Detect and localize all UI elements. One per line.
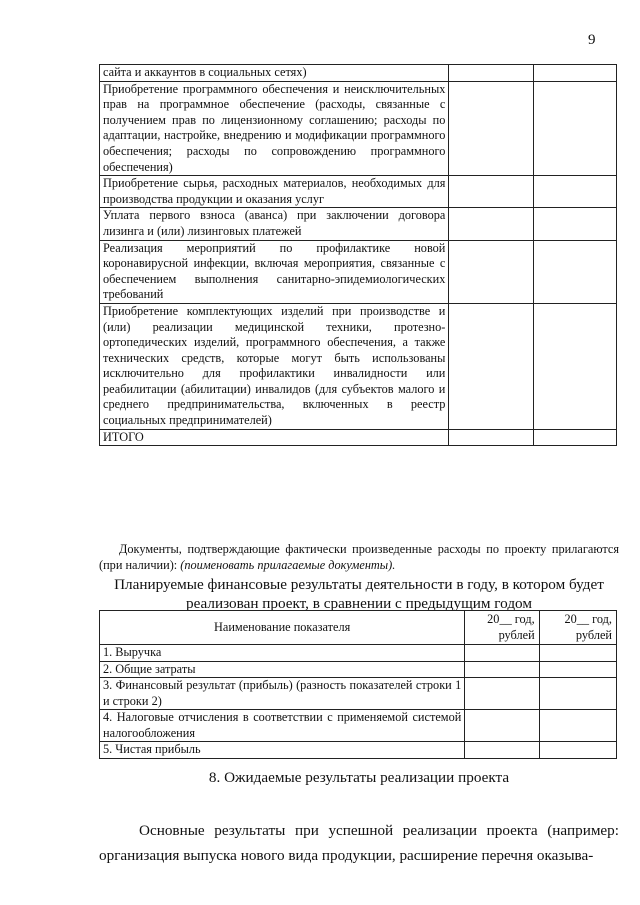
table-row — [100, 303, 617, 429]
financial-results-heading: Планируемые финансовые результаты деятельности в году, в котором будет реализован проект, в сравнении с предыдущим годом — [114, 576, 604, 612]
expense-amount-cell — [534, 429, 617, 446]
indicator-name: 2. Общие затраты — [100, 661, 465, 678]
expense-item: сайта и аккаунтов в социальных сетях) — [100, 65, 449, 82]
indicator-value-cell — [539, 661, 616, 678]
expense-amount-cell — [534, 176, 617, 208]
note-italic: (поименовать прилагаемые документы). — [180, 558, 396, 573]
table-row — [100, 176, 617, 208]
table-row — [100, 742, 617, 759]
table-row — [100, 240, 617, 303]
table-header-row — [100, 611, 617, 645]
expense-amount-cell — [449, 303, 534, 429]
expense-amount-cell — [534, 65, 617, 82]
note-text: Документы, подтверждающие фактически произведенные расходы по проекту прилагаются (при наличии): — [99, 542, 619, 573]
column-header-year: 20__ год, рублей — [539, 611, 616, 645]
indicator-value-cell — [465, 710, 539, 742]
expense-amount-cell — [449, 429, 534, 446]
indicator-value-cell — [539, 678, 616, 710]
expense-amount-cell — [449, 65, 534, 82]
table-row — [100, 81, 617, 176]
financial-results-table — [99, 610, 617, 759]
expense-amount-cell — [449, 240, 534, 303]
expense-item: Уплата первого взноса (аванса) при заключении договора лизинга и (или) лизинговых платежей — [100, 208, 449, 240]
indicator-value-cell — [539, 742, 616, 759]
expense-amount-cell — [534, 303, 617, 429]
expense-amount-cell — [449, 81, 534, 176]
indicator-value-cell — [465, 678, 539, 710]
expense-amount-cell — [534, 81, 617, 176]
expense-item: Приобретение комплектующих изделий при производстве и (или) реализации медицинской техники, протезно-ортопедических изделий, программного обеспечения, а также технических средств, которые могут быть использованы исключительно для профилактики инвалидности или реабилитации (абилитации) инвалидов (для субъектов малого и среднего предпринимательства, включенных в реестр социальных предпринимателей) — [100, 303, 449, 429]
column-header-year: 20__ год, рублей — [465, 611, 539, 645]
indicator-name: 4. Налоговые отчисления в соответствии с применяемой системой налогообложения — [100, 710, 465, 742]
table-row — [100, 710, 617, 742]
expense-item: Реализация мероприятий по профилактике новой коронавирусной инфекции, включая мероприятия, связанные с обеспечением выполнения санитарно-эпидемиологических требований — [100, 240, 449, 303]
indicator-name: 3. Финансовый результат (прибыль) (разность показателей строки 1 и строки 2) — [100, 678, 465, 710]
supporting-documents-note — [99, 541, 619, 573]
expense-item: Приобретение сырья, расходных материалов, необходимых для производства продукции и оказания услуг — [100, 176, 449, 208]
indicator-value-cell — [465, 742, 539, 759]
table-row-total — [100, 429, 617, 446]
expense-amount-cell — [449, 176, 534, 208]
indicator-name: 1. Выручка — [100, 645, 465, 662]
table-row — [100, 208, 617, 240]
section-title: 8. Ожидаемые результаты реализации проекта — [208, 769, 510, 786]
expense-item: Приобретение программного обеспечения и неисключительных прав на программное обеспечение (расходы, связанные с получением прав по лицензионному соглашению; расходы по адаптации, настройке, внедрению и модификации программного обеспечения; расходы по сопровождению программного обеспечения) — [100, 81, 449, 176]
table-row — [100, 65, 617, 82]
expense-table — [99, 64, 617, 446]
column-header-indicator: Наименование показателя — [100, 611, 465, 645]
indicator-name: 5. Чистая прибыль — [100, 742, 465, 759]
expense-amount-cell — [449, 208, 534, 240]
table-row — [100, 661, 617, 678]
expense-total-label: ИТОГО — [100, 429, 449, 446]
indicator-value-cell — [465, 661, 539, 678]
table-row — [100, 678, 617, 710]
page-number: 9 — [588, 32, 596, 48]
expense-amount-cell — [534, 208, 617, 240]
expense-amount-cell — [534, 240, 617, 303]
indicator-value-cell — [465, 645, 539, 662]
table-row — [100, 645, 617, 662]
indicator-value-cell — [539, 710, 616, 742]
section-body-text: Основные результаты при успешной реализации проекта (например: организация выпуска нового вида продукции, расширение перечня оказыва- — [99, 822, 619, 865]
indicator-value-cell — [539, 645, 616, 662]
